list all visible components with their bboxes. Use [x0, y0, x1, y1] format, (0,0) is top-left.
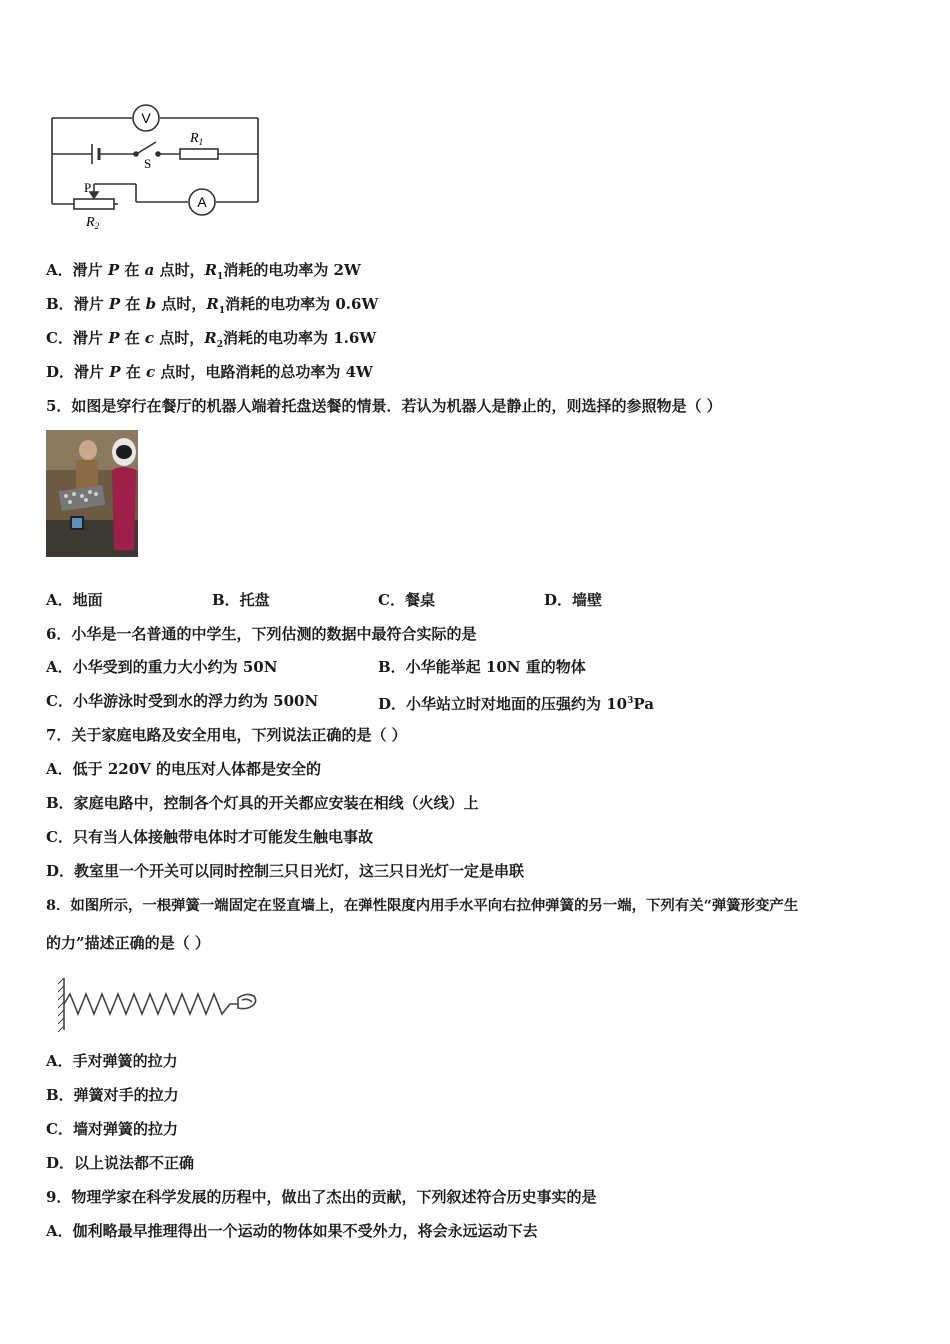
q6-option-a: A．小华受到的重力大小约为 50N	[46, 658, 278, 676]
slider-label: P	[84, 180, 92, 195]
q5-option-c: C．餐桌	[378, 591, 435, 609]
voltmeter-label: V	[141, 110, 151, 126]
q8-option-c: C．墙对弹簧的拉力	[46, 1120, 178, 1138]
ammeter-label: A	[197, 194, 207, 210]
q8-option-d: D．以上说法都不正确	[46, 1154, 195, 1172]
q7-stem: 7．关于家庭电路及安全用电，下列说法正确的是（ ）	[46, 726, 407, 744]
q7-option-c: C．只有当人体接触带电体时才可能发生触电事故	[46, 828, 373, 846]
q5-option-a: A．地面	[46, 591, 103, 609]
q4-option-c: C．滑片 P 在 c 点时，$R_2$消耗的电功率为 1.6W	[46, 329, 377, 350]
q6-option-d: D．小华站立时对地面的压强约为 $10^3Pa$	[378, 695, 654, 713]
r2-label: $R_2$	[86, 215, 100, 231]
q8-stem-line2: 的力”描述正确的是（ ）	[46, 934, 210, 952]
spring-diagram	[56, 972, 262, 1034]
q6-stem: 6．小华是一名普通的中学生，下列估测的数据中最符合实际的是	[46, 625, 477, 643]
q4-option-a: A．滑片 P 在 a 点时，$R_1$消耗的电功率为 2W	[46, 261, 361, 282]
q8-stem-line1: 8．如图所示，一根弹簧一端固定在竖直墙上，在弹性限度内用手水平向右拉伸弹簧的另一端，下列有关“弹簧形变产生	[46, 897, 799, 914]
robot-photo	[46, 430, 138, 557]
q9-stem: 9．物理学家在科学发展的历程中，做出了杰出的贡献，下列叙述符合历史事实的是	[46, 1188, 597, 1206]
q9-option-a: A．伽利略最早推理得出一个运动的物体如果不受外力，将会永远运动下去	[46, 1222, 538, 1240]
q6-option-c: C．小华游泳时受到水的浮力约为 500N	[46, 692, 319, 710]
q6-option-b: B．小华能举起 10N 重的物体	[378, 658, 586, 676]
q5-option-b: B．托盘	[212, 591, 270, 609]
r1-label: $R_1$	[190, 131, 204, 147]
q8-option-b: B．弹簧对手的拉力	[46, 1086, 179, 1104]
q7-option-b: B．家庭电路中，控制各个灯具的开关都应安装在相线（火线）上	[46, 794, 479, 812]
q7-option-a: A．低于 220V 的电压对人体都是安全的	[46, 760, 322, 778]
q4-option-d: D．滑片 P 在 c 点时，电路消耗的总功率为 4W	[46, 363, 373, 381]
switch-label: S	[144, 156, 152, 171]
q4-option-b: B．滑片 P 在 b 点时，$R_1$消耗的电功率为 0.6W	[46, 295, 379, 316]
q5-stem: 5．如图是穿行在餐厅的机器人端着托盘送餐的情景．若认为机器人是静止的，则选择的参照物是（ ）	[46, 397, 722, 415]
q8-option-a: A．手对弹簧的拉力	[46, 1052, 178, 1070]
circuit-diagram	[44, 102, 266, 232]
q7-option-d: D．教室里一个开关可以同时控制三只日光灯，这三只日光灯一定是串联	[46, 862, 525, 880]
q5-option-d: D．墙壁	[544, 591, 603, 609]
